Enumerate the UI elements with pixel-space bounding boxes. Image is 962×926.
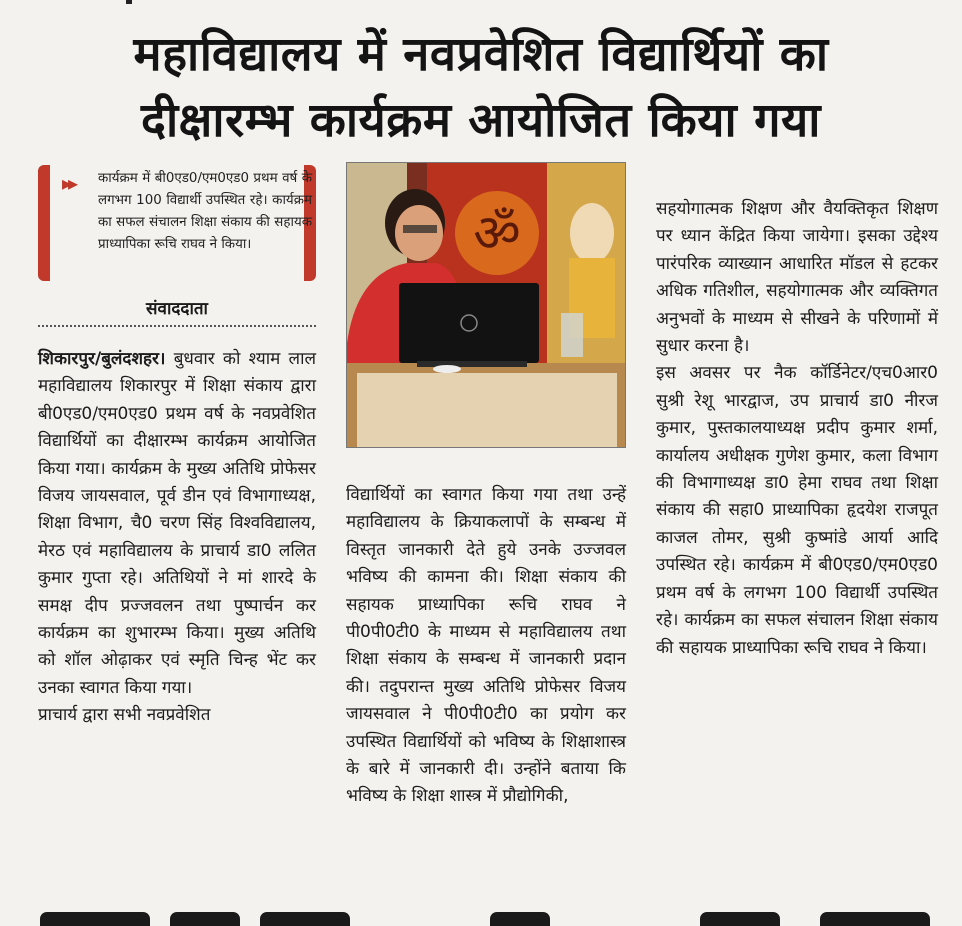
headline-line-2: दीक्षारम्भ कार्यक्रम आयोजित किया गया	[141, 93, 821, 148]
page-edge-mark	[126, 0, 132, 4]
event-photo	[346, 162, 626, 448]
byline: संवाददाता	[146, 299, 208, 319]
pull-quote-box	[38, 165, 316, 281]
dotted-divider	[38, 325, 316, 327]
double-arrow-icon: ▸▸	[62, 171, 75, 195]
article-paragraph: विद्यार्थियों का स्वागत किया गया तथा उन्हें महाविद्यालय के क्रियाकलापों के सम्बन्ध में विस्तृत जानकारी देते हुये उनके उज्जवल भविष्य की कामना की। शिक्षा संकाय की सहायक प्राध्यापिका रूचि राघव ने पी0पी0टी0 के माध्यम से महाविद्यालय तथा शिक्षा संकाय के सम्बन्ध में जानकारी प्रदान की। तदुपरान्त मुख्य अतिथि प्रोफेसर विजय जायसवाल ने पी0पी0टी0 का प्रयोग कर उपस्थित विद्यार्थियों को भविष्य के शिक्षाशास्त्र के बारे में जानकारी दी। उन्होंने बताया कि भविष्य के शिक्षा शास्त्र में प्रौद्योगिकी,	[346, 485, 626, 807]
article-column-1	[38, 346, 316, 730]
article-paragraph: प्राचार्य द्वारा सभी नवप्रवेशित	[38, 705, 211, 726]
dateline: शिकारपुर/बुलंदशहर।	[38, 349, 166, 369]
headline	[20, 22, 942, 154]
cut-off-letter	[490, 912, 550, 926]
cut-off-letter	[820, 912, 930, 926]
pull-quote-text: कार्यक्रम में बी0एड0/एम0एड0 प्रथम वर्ष के लगभग 100 विद्यार्थी उपस्थित रहे। कार्यक्रम का सफल संचालन शिक्षा संकाय की सहायक प्राध्यापिका रूचि राघव ने किया।	[98, 171, 312, 252]
cut-off-letter	[40, 912, 150, 926]
article-column-3	[656, 196, 938, 662]
article-paragraph: इस अवसर पर नैक कॉर्डिनेटर/एच0आर0 सुश्री रेशू भारद्वाज, उप प्राचार्य डा0 नीरज कुमार, पुस्तकालयाध्यक्ष प्रदीप कुमार शर्मा, कार्यालय अधीक्षक गुणेश कुमार, कला विभाग की विभागाध्यक्ष डा0 हेमा राघव तथा शिक्षा संकाय की सहा0 प्राध्यापिका हृदयेश राजपूत काजल तोमर, सुश्री कुष्मांडे आर्या आदि उपस्थित रहे। कार्यक्रम में बी0एड0/एम0एड0 प्रथम वर्ष के लगभग 100 विद्यार्थी उपस्थित रहे। कार्यक्रम का सफल संचालन शिक्षा संकाय की सहायक प्राध्यापिका रूचि राघव ने किया।	[656, 363, 938, 658]
om-symbol-icon: ॐ	[473, 204, 521, 264]
headline-line-1: महाविद्यालय में नवप्रवेशित विद्यार्थियों का	[133, 27, 829, 82]
cut-off-letter	[700, 912, 780, 926]
article-paragraph: बुधवार को श्याम लाल महाविद्यालय शिकारपुर में शिक्षा संकाय द्वारा बी0एड0/एम0एड0 प्रथम वर्ष के नवप्रवेशित विद्यार्थियों का दीक्षारम्भ कार्यक्रम आयोजित किया गया। कार्यक्रम के मुख्य अतिथि प्रोफेसर विजय जायसवाल, पूर्व डीन एवं विभागाध्यक्ष, शिक्षा विभाग, चै0 चरण सिंह विश्वविद्यालय, मेरठ एवं महाविद्यालय के प्राचार्य डा0 ललित कुमार गुप्ता रहे। अतिथियों ने मां शारदे के समक्ष दीप प्रज्जवलन तथा पुष्पार्चन कर कार्यक्रम का शुभारम्भ किया। मुख्य अतिथि को शॉल ओढ़ाकर एवं स्मृति चिन्ह भेंट कर उनका स्वागत किया गया।	[38, 349, 317, 698]
article-paragraph: सहयोगात्मक शिक्षण और वैयक्तिकृत शिक्षण पर ध्यान केंद्रित किया जायेगा। इसका उद्देश्य पारंपरिक व्याख्यान आधारित मॉडल से हटकर अधिक गतिशील, सहयोगात्मक और व्यक्तिगत अनुभवों के माध्यम से सीखने के परिणामों में सुधार करना है।	[656, 199, 938, 357]
cut-off-letter	[170, 912, 240, 926]
next-headline-edge	[0, 912, 962, 926]
cut-off-letter	[260, 912, 350, 926]
article-column-2	[346, 482, 626, 811]
